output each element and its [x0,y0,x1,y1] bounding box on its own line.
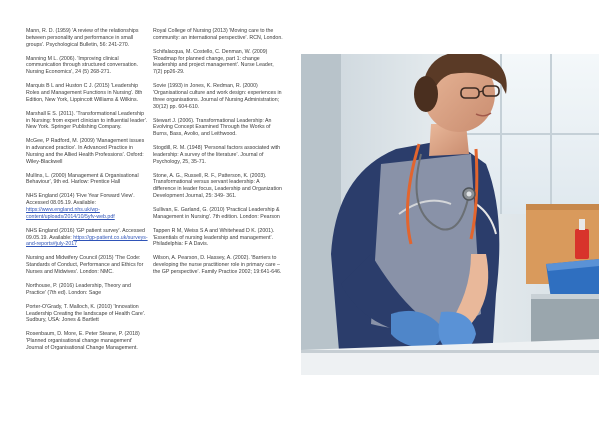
reference-text: NHS England (2016) 'GP patient survey'. Accessed 09.05.19. Available: [26,227,145,241]
reference-link[interactable]: https://gp-patient.co.uk/surveys-and-reports#july-2017 [26,234,148,248]
reference-text: Marshall E S. (2011). 'Transformational Leadership in Nursing: from expert clinician to influential leader'. New York. Springer Publishing Company. [26,110,148,131]
reference-entry [26,255,148,275]
reference-text: Marquis B L and Huston C J. (2015) 'Leadership Roles and Management Functions in Nursing'. 8th Edition, New York, Lippincott Williams & Wilkins. [26,83,143,103]
reference-text: Tappen R M, Weiss S A and Whitehead D K. (2001). 'Essentials of nursing leadership and management'. Philadelphia: F A Davis. [153,227,275,248]
reference-text: McGee, P Radford, M. (2009) 'Management issues in advanced practice'. In Advanced Practice in Nursing and the Allied Health Professions'. Oxford: Wiley-Blackwell [26,138,145,165]
reference-entry [153,228,283,248]
reference-entry [26,304,148,324]
reference-text: Stewart J. (2006). Transformational Leadership: An Evolving Concept Examined Through the Works of Burns, Bass, Avolio, and Leithwood. [153,117,272,138]
reference-entry [26,173,148,187]
reference-entry [26,28,148,48]
reference-entry [153,83,283,110]
reference-text: Manning M L. (2006). 'Improving clinical communication through structured conversation. Nursing Economics', 24 (5) 268-271. [26,55,139,76]
reference-text: Porter-O'Grady, T. Malloch, K. (2010) 'Innovation Leadership Creating the landscape of Health Care'. Sudbury, USA: Jones & Bartlett [26,303,146,324]
nurse-photo [301,54,599,375]
reference-text: Royal College of Nursing (2013) 'Moving care to the community: an international perspective'. RCN, London. [153,28,283,41]
nurse-photo-illustration [301,54,599,375]
reference-text: NHS England (2014) 'Five Year Forward View'. Accessed 08.05.19. Available: [26,193,135,207]
reference-entry [153,118,283,138]
reference-link[interactable]: https://www.england.nhs.uk/wp-content/uploads/2014/10/5yfv-web.pdf [26,207,115,220]
reference-text: Stone, A. G., Russell, R. F., Patterson, K. (2003). Transformational versus servant leadership: A difference in leader focus, Leadership and Organization Development Journal, 25: 349- 361. [153,172,282,200]
reference-text: Rosenbaum, D. More, E. Peter Steane, P. (2018) 'Planned organisational change management' Journal of Organisational Change Management. [26,331,140,351]
reference-entry [153,28,283,42]
reference-entry [26,193,148,220]
references-column-middle [153,28,283,283]
reference-text: Sovie (1993) in Jones, K. Redman, R. (2000) 'Organisational culture and work design: experiences in three organisations. Journal of Nursing Administration; 30(12) pp. 604-610. [153,83,282,110]
reference-text: Mullins, L. (2000) Management & Organisational Behaviour', 9th ed. Harlow: Prentice Hall [26,172,139,186]
reference-text: Nursing and Midwifery Council (2015) 'The Code: Standards of Conduct, Performance and Ethics for Nurses and Midwives'. London: NMC. [26,255,144,276]
reference-text: Mann, R. D. (1959) 'A review of the relationships between personality and performance in small groups'. Psychological Bulletin, 56: 241-270. [26,28,139,48]
reference-text: Wilson, A. Pearson, D. Hassey, A. (2002). 'Barriers to developing the nurse practitioner role in primary care – the GP perspective'. Family Practice 2002; 19:641-646. [153,255,282,276]
reference-entry [26,228,148,248]
reference-entry [153,145,283,165]
reference-text: Stogdill, R. M. (1948) 'Personal factors associated with leadership: A survey of the literature'. Journal of Psychology, 25, 35-71. [153,145,281,165]
reference-entry [26,283,148,297]
reference-entry [26,331,148,351]
reference-entry [153,173,283,200]
reference-entry [26,138,148,165]
reference-entry [153,207,283,221]
reference-entry [26,56,148,76]
reference-text: Sullivan, E. Garland, G. (2010) 'Practical Leadership & Management in Nursing'. 7th edition. London: Pearson [153,207,280,220]
reference-entry [153,255,283,275]
reference-entry [26,83,148,103]
reference-entry [153,49,283,76]
reference-entry [26,111,148,131]
references-column-left [26,28,148,359]
reference-text: Schifalacqua, M. Costello, C. Denman, W. (2009) 'Roadmap for planned change, part 1: change leadership and project management'. Nurse Leader, 7(2) pp26-29. [153,48,274,76]
reference-text: Northouse, P. (2016) Leadership, Theory and Practice' (7th ed). London: Sage [26,283,131,296]
